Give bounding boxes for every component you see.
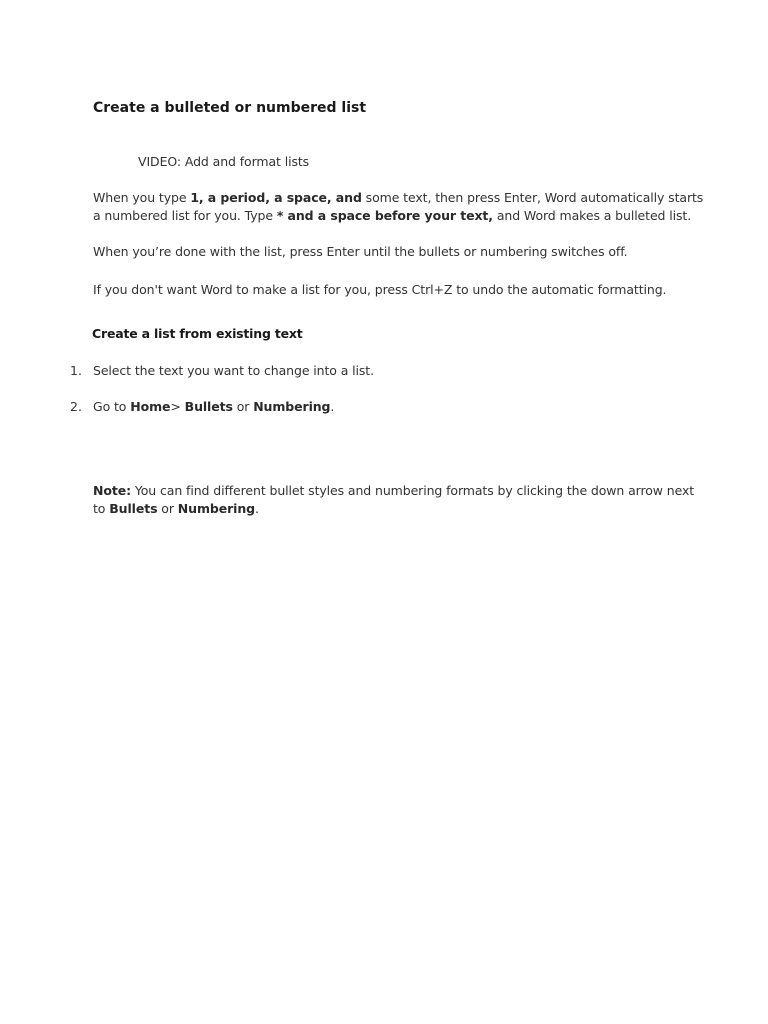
note-text: You can find different bullet styles and numbering formats by clicking the down arrow next — [131, 483, 695, 498]
numbering-term: Numbering — [177, 501, 255, 516]
intro-bold-text: 1, a period, a space, and — [190, 190, 362, 205]
intro-text: When you type — [93, 190, 191, 205]
step-number: 2. — [70, 399, 82, 414]
step-text: . — [330, 399, 335, 414]
bullets-term: Bullets — [109, 501, 158, 516]
intro-text: some text, then press Enter, Word automatically starts — [361, 190, 704, 205]
intro-text: a numbered list for you. Type — [93, 208, 277, 223]
intro-line-1 — [93, 189, 703, 207]
intro-line-2 — [93, 207, 691, 225]
note-text: . — [255, 501, 259, 516]
page-title: Create a bulleted or numbered list — [93, 100, 367, 116]
step-text: Go to — [93, 399, 131, 414]
step-number: 1. — [70, 363, 82, 378]
bullets-term: Bullets — [184, 399, 233, 414]
subheading: Create a list from existing text — [92, 326, 303, 341]
step-separator: > — [170, 399, 185, 414]
video-link[interactable]: VIDEO: Add and format lists — [138, 154, 310, 169]
undo-paragraph: If you don't want Word to make a list for you, press Ctrl+Z to undo the automatic formatting. — [93, 282, 667, 297]
intro-text: and Word makes a bulleted list. — [492, 208, 692, 223]
step-1-text: Select the text you want to change into a list. — [93, 363, 374, 378]
note-text: to — [93, 501, 110, 516]
numbering-term: Numbering — [253, 399, 331, 414]
note-text: or — [157, 501, 178, 516]
home-term: Home — [130, 399, 171, 414]
step-text: or — [232, 399, 254, 414]
step-2-text — [93, 398, 334, 416]
note-line-1 — [93, 482, 694, 500]
note-label: Note: — [93, 483, 132, 498]
intro-bold-text: * and a space before your text, — [276, 208, 493, 223]
note-line-2 — [93, 500, 259, 518]
done-paragraph: When you’re done with the list, press Enter until the bullets or numbering switches off. — [93, 244, 628, 259]
